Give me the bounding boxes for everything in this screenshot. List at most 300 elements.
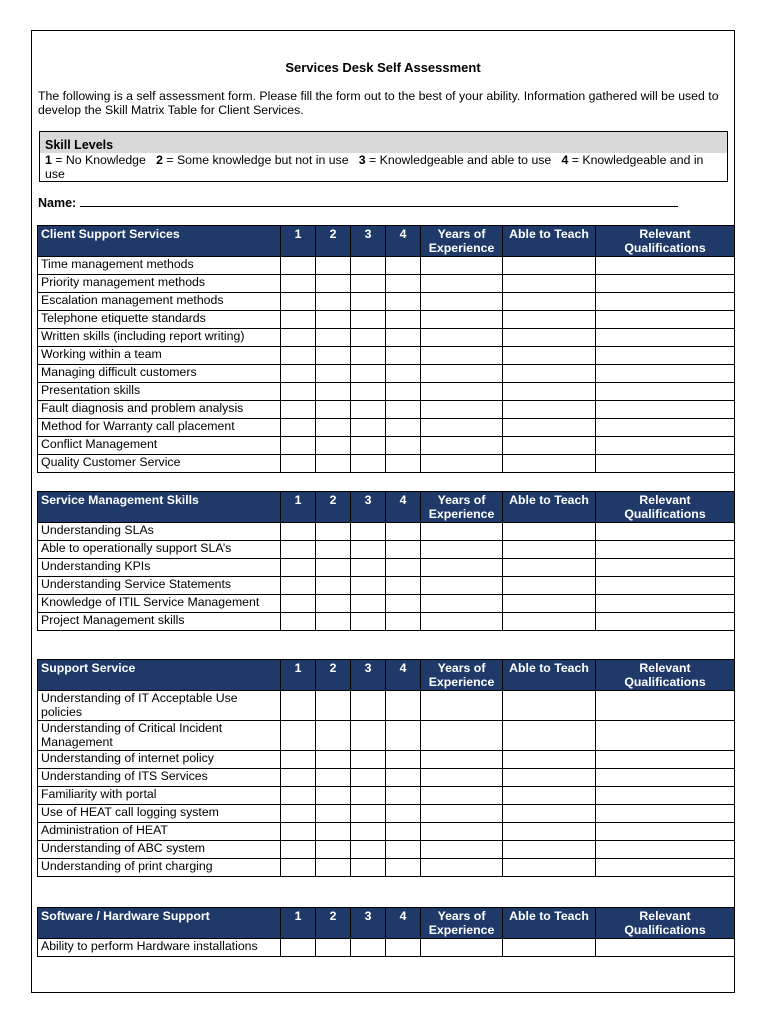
page-title: Services Desk Self Assessment bbox=[285, 60, 481, 75]
qualifications-cell[interactable] bbox=[596, 311, 735, 329]
section-heading: Service Management Skills bbox=[38, 492, 281, 523]
table-row bbox=[38, 787, 735, 805]
qualifications-cell[interactable] bbox=[596, 769, 735, 787]
years-experience-cell[interactable] bbox=[421, 401, 503, 419]
level-1-cell[interactable] bbox=[281, 805, 316, 823]
qualifications-cell[interactable] bbox=[596, 541, 735, 559]
table-row bbox=[38, 577, 735, 595]
skill-label: Managing difficult customers bbox=[38, 365, 281, 383]
able-to-teach-cell[interactable] bbox=[503, 823, 596, 841]
table-row bbox=[38, 751, 735, 769]
level-2-cell[interactable] bbox=[316, 257, 351, 275]
level-3-cell[interactable] bbox=[351, 365, 386, 383]
years-experience-cell[interactable] bbox=[421, 595, 503, 613]
level-3-cell[interactable] bbox=[351, 691, 386, 721]
level-1-cell[interactable] bbox=[281, 293, 316, 311]
level-4-cell[interactable] bbox=[386, 613, 421, 631]
years-experience-cell[interactable] bbox=[421, 823, 503, 841]
level-2-cell[interactable] bbox=[316, 275, 351, 293]
level-2-cell[interactable] bbox=[316, 805, 351, 823]
skill-label: Familiarity with portal bbox=[38, 787, 281, 805]
able-to-teach-cell[interactable] bbox=[503, 939, 596, 957]
able-to-teach-cell[interactable] bbox=[503, 523, 596, 541]
support-service-table bbox=[37, 659, 735, 877]
table-row bbox=[38, 257, 735, 275]
years-experience-cell[interactable] bbox=[421, 329, 503, 347]
able-to-teach-cell[interactable] bbox=[503, 383, 596, 401]
level-3-cell[interactable] bbox=[351, 859, 386, 877]
qualifications-cell[interactable] bbox=[596, 841, 735, 859]
level-4-text: = Knowledgeable and in use bbox=[45, 153, 704, 181]
level-1-cell[interactable] bbox=[281, 455, 316, 473]
years-experience-cell[interactable] bbox=[421, 805, 503, 823]
level-1-cell[interactable] bbox=[281, 347, 316, 365]
able-to-teach-cell[interactable] bbox=[503, 257, 596, 275]
level-3-cell[interactable] bbox=[351, 311, 386, 329]
table-row bbox=[38, 939, 735, 957]
level-2-cell[interactable] bbox=[316, 859, 351, 877]
level-3-cell[interactable] bbox=[351, 329, 386, 347]
table-row bbox=[38, 805, 735, 823]
level-4-cell[interactable] bbox=[386, 311, 421, 329]
level-3-text: = Knowledgeable and able to use bbox=[365, 153, 562, 167]
level-4-cell[interactable] bbox=[386, 751, 421, 769]
able-to-teach-cell[interactable] bbox=[503, 559, 596, 577]
years-experience-cell[interactable] bbox=[421, 577, 503, 595]
skill-label: Telephone etiquette standards bbox=[38, 311, 281, 329]
level-3-cell[interactable] bbox=[351, 523, 386, 541]
col-able-to-teach: Able to Teach bbox=[503, 492, 596, 523]
col-years-experience: Years of Experience bbox=[421, 908, 503, 939]
qualifications-cell[interactable] bbox=[596, 823, 735, 841]
years-experience-cell[interactable] bbox=[421, 721, 503, 751]
skill-label: Working within a team bbox=[38, 347, 281, 365]
level-4-cell[interactable] bbox=[386, 523, 421, 541]
col-relevant-qualifications: Relevant Qualifications bbox=[596, 492, 735, 523]
name-row bbox=[38, 196, 678, 210]
col-years-experience: Years of Experience bbox=[421, 226, 503, 257]
able-to-teach-cell[interactable] bbox=[503, 455, 596, 473]
table-row bbox=[38, 275, 735, 293]
years-experience-cell[interactable] bbox=[421, 613, 503, 631]
qualifications-cell[interactable] bbox=[596, 751, 735, 769]
level-1-cell[interactable] bbox=[281, 769, 316, 787]
level-2-cell[interactable] bbox=[316, 523, 351, 541]
level-4-cell[interactable] bbox=[386, 787, 421, 805]
level-1-cell[interactable] bbox=[281, 939, 316, 957]
level-1-cell[interactable] bbox=[281, 257, 316, 275]
level-2-cell[interactable] bbox=[316, 595, 351, 613]
col-relevant-qualifications: Relevant Qualifications bbox=[596, 226, 735, 257]
level-1-cell[interactable] bbox=[281, 541, 316, 559]
section-heading: Software / Hardware Support bbox=[38, 908, 281, 939]
able-to-teach-cell[interactable] bbox=[503, 293, 596, 311]
level-3-cell[interactable] bbox=[351, 751, 386, 769]
level-2-cell[interactable] bbox=[316, 613, 351, 631]
years-experience-cell[interactable] bbox=[421, 787, 503, 805]
table-row bbox=[38, 691, 735, 721]
qualifications-cell[interactable] bbox=[596, 257, 735, 275]
level-1-cell[interactable] bbox=[281, 311, 316, 329]
col-years-experience: Years of Experience bbox=[421, 660, 503, 691]
able-to-teach-cell[interactable] bbox=[503, 751, 596, 769]
level-2-text: = Some knowledge but not in use bbox=[162, 153, 359, 167]
level-4-cell[interactable] bbox=[386, 577, 421, 595]
level-2-cell[interactable] bbox=[316, 751, 351, 769]
level-1-cell[interactable] bbox=[281, 437, 316, 455]
skill-label: Understanding Service Statements bbox=[38, 577, 281, 595]
years-experience-cell[interactable] bbox=[421, 437, 503, 455]
level-3-cell[interactable] bbox=[351, 257, 386, 275]
level-3-cell[interactable] bbox=[351, 437, 386, 455]
able-to-teach-cell[interactable] bbox=[503, 275, 596, 293]
level-2-cell[interactable] bbox=[316, 401, 351, 419]
able-to-teach-cell[interactable] bbox=[503, 613, 596, 631]
level-4-cell[interactable] bbox=[386, 419, 421, 437]
col-level-3: 3 bbox=[351, 226, 386, 257]
level-4-cell[interactable] bbox=[386, 275, 421, 293]
service-management-table bbox=[37, 491, 735, 631]
level-1-cell[interactable] bbox=[281, 691, 316, 721]
level-2-cell[interactable] bbox=[316, 419, 351, 437]
skill-label: Conflict Management bbox=[38, 437, 281, 455]
level-3-cell[interactable] bbox=[351, 805, 386, 823]
col-level-4: 4 bbox=[386, 226, 421, 257]
level-1-text: = No Knowledge bbox=[51, 153, 157, 167]
skill-label: Project Management skills bbox=[38, 613, 281, 631]
qualifications-cell[interactable] bbox=[596, 595, 735, 613]
level-1-cell[interactable] bbox=[281, 823, 316, 841]
years-experience-cell[interactable] bbox=[421, 859, 503, 877]
table-header-row bbox=[38, 908, 735, 939]
section-heading: Client Support Services bbox=[38, 226, 281, 257]
level-4-cell[interactable] bbox=[386, 365, 421, 383]
years-experience-cell[interactable] bbox=[421, 455, 503, 473]
skill-label: Fault diagnosis and problem analysis bbox=[38, 401, 281, 419]
level-3-cell[interactable] bbox=[351, 769, 386, 787]
level-3-cell[interactable] bbox=[351, 347, 386, 365]
level-4-cell[interactable] bbox=[386, 721, 421, 751]
able-to-teach-cell[interactable] bbox=[503, 311, 596, 329]
skill-label: Ability to perform Hardware installations bbox=[38, 939, 281, 957]
skill-label: Understanding of print charging bbox=[38, 859, 281, 877]
skill-label: Presentation skills bbox=[38, 383, 281, 401]
skill-label: Method for Warranty call placement bbox=[38, 419, 281, 437]
years-experience-cell[interactable] bbox=[421, 311, 503, 329]
years-experience-cell[interactable] bbox=[421, 383, 503, 401]
level-3-cell[interactable] bbox=[351, 293, 386, 311]
level-3-cell[interactable] bbox=[351, 275, 386, 293]
level-2-cell[interactable] bbox=[316, 365, 351, 383]
years-experience-cell[interactable] bbox=[421, 841, 503, 859]
qualifications-cell[interactable] bbox=[596, 523, 735, 541]
level-4-cell[interactable] bbox=[386, 939, 421, 957]
level-3-cell[interactable] bbox=[351, 559, 386, 577]
table-row bbox=[38, 721, 735, 751]
table-row bbox=[38, 859, 735, 877]
years-experience-cell[interactable] bbox=[421, 769, 503, 787]
level-1-cell[interactable] bbox=[281, 523, 316, 541]
skill-label: Understanding of ITS Services bbox=[38, 769, 281, 787]
level-4-cell[interactable] bbox=[386, 691, 421, 721]
skill-levels-legend bbox=[40, 153, 727, 181]
level-1-cell[interactable] bbox=[281, 401, 316, 419]
level-4-cell[interactable] bbox=[386, 437, 421, 455]
level-3-cell[interactable] bbox=[351, 823, 386, 841]
skill-levels-box bbox=[39, 131, 728, 182]
table-row bbox=[38, 769, 735, 787]
col-level-2: 2 bbox=[316, 908, 351, 939]
table-header-row bbox=[38, 226, 735, 257]
name-input[interactable] bbox=[80, 196, 678, 207]
level-2-cell[interactable] bbox=[316, 559, 351, 577]
skill-label: Escalation management methods bbox=[38, 293, 281, 311]
level-3-cell[interactable] bbox=[351, 613, 386, 631]
level-3-num: 3 bbox=[358, 153, 366, 167]
level-1-cell[interactable] bbox=[281, 559, 316, 577]
qualifications-cell[interactable] bbox=[596, 293, 735, 311]
col-level-2: 2 bbox=[316, 492, 351, 523]
col-level-3: 3 bbox=[351, 908, 386, 939]
col-level-2: 2 bbox=[316, 226, 351, 257]
col-level-1: 1 bbox=[281, 908, 316, 939]
years-experience-cell[interactable] bbox=[421, 347, 503, 365]
level-2-cell[interactable] bbox=[316, 437, 351, 455]
able-to-teach-cell[interactable] bbox=[503, 365, 596, 383]
qualifications-cell[interactable] bbox=[596, 347, 735, 365]
level-1-cell[interactable] bbox=[281, 751, 316, 769]
able-to-teach-cell[interactable] bbox=[503, 769, 596, 787]
level-4-num: 4 bbox=[561, 153, 569, 167]
level-2-cell[interactable] bbox=[316, 455, 351, 473]
table-row bbox=[38, 419, 735, 437]
level-3-cell[interactable] bbox=[351, 455, 386, 473]
skill-label: Understanding KPIs bbox=[38, 559, 281, 577]
years-experience-cell[interactable] bbox=[421, 275, 503, 293]
table-row bbox=[38, 823, 735, 841]
qualifications-cell[interactable] bbox=[596, 613, 735, 631]
col-able-to-teach: Able to Teach bbox=[503, 226, 596, 257]
level-2-cell[interactable] bbox=[316, 769, 351, 787]
level-1-cell[interactable] bbox=[281, 275, 316, 293]
qualifications-cell[interactable] bbox=[596, 437, 735, 455]
level-3-cell[interactable] bbox=[351, 383, 386, 401]
level-2-cell[interactable] bbox=[316, 577, 351, 595]
skill-label: Understanding of IT Acceptable Use policies bbox=[38, 691, 281, 721]
level-1-cell[interactable] bbox=[281, 859, 316, 877]
skill-label: Time management methods bbox=[38, 257, 281, 275]
col-able-to-teach: Able to Teach bbox=[503, 908, 596, 939]
table-header-row bbox=[38, 492, 735, 523]
level-2-cell[interactable] bbox=[316, 691, 351, 721]
able-to-teach-cell[interactable] bbox=[503, 595, 596, 613]
table-header-row bbox=[38, 660, 735, 691]
years-experience-cell[interactable] bbox=[421, 559, 503, 577]
qualifications-cell[interactable] bbox=[596, 401, 735, 419]
skill-label: Understanding SLAs bbox=[38, 523, 281, 541]
intro-text: The following is a self assessment form. Please fill the form out to the best of your ability. Information gathered will be used to develop the Skill Matrix Table for Client Services. bbox=[38, 89, 719, 117]
level-2-cell[interactable] bbox=[316, 347, 351, 365]
level-4-cell[interactable] bbox=[386, 257, 421, 275]
level-1-cell[interactable] bbox=[281, 383, 316, 401]
qualifications-cell[interactable] bbox=[596, 805, 735, 823]
col-able-to-teach: Able to Teach bbox=[503, 660, 596, 691]
skill-label: Use of HEAT call logging system bbox=[38, 805, 281, 823]
table-row bbox=[38, 455, 735, 473]
qualifications-cell[interactable] bbox=[596, 383, 735, 401]
able-to-teach-cell[interactable] bbox=[503, 805, 596, 823]
able-to-teach-cell[interactable] bbox=[503, 577, 596, 595]
able-to-teach-cell[interactable] bbox=[503, 859, 596, 877]
qualifications-cell[interactable] bbox=[596, 721, 735, 751]
table-row bbox=[38, 559, 735, 577]
level-4-cell[interactable] bbox=[386, 559, 421, 577]
col-level-3: 3 bbox=[351, 660, 386, 691]
col-level-1: 1 bbox=[281, 492, 316, 523]
table-row bbox=[38, 613, 735, 631]
skill-label: Knowledge of ITIL Service Management bbox=[38, 595, 281, 613]
skill-label: Priority management methods bbox=[38, 275, 281, 293]
section-heading: Support Service bbox=[38, 660, 281, 691]
table-row bbox=[38, 383, 735, 401]
skill-label: Written skills (including report writing) bbox=[38, 329, 281, 347]
years-experience-cell[interactable] bbox=[421, 293, 503, 311]
level-1-cell[interactable] bbox=[281, 613, 316, 631]
level-1-cell[interactable] bbox=[281, 329, 316, 347]
col-relevant-qualifications: Relevant Qualifications bbox=[596, 908, 735, 939]
col-level-1: 1 bbox=[281, 226, 316, 257]
years-experience-cell[interactable] bbox=[421, 691, 503, 721]
col-relevant-qualifications: Relevant Qualifications bbox=[596, 660, 735, 691]
skill-label: Quality Customer Service bbox=[38, 455, 281, 473]
qualifications-cell[interactable] bbox=[596, 365, 735, 383]
level-3-cell[interactable] bbox=[351, 401, 386, 419]
qualifications-cell[interactable] bbox=[596, 691, 735, 721]
able-to-teach-cell[interactable] bbox=[503, 419, 596, 437]
level-4-cell[interactable] bbox=[386, 329, 421, 347]
level-4-cell[interactable] bbox=[386, 293, 421, 311]
able-to-teach-cell[interactable] bbox=[503, 721, 596, 751]
level-4-cell[interactable] bbox=[386, 401, 421, 419]
able-to-teach-cell[interactable] bbox=[503, 347, 596, 365]
level-2-cell[interactable] bbox=[316, 823, 351, 841]
level-2-cell[interactable] bbox=[316, 939, 351, 957]
level-3-cell[interactable] bbox=[351, 595, 386, 613]
qualifications-cell[interactable] bbox=[596, 859, 735, 877]
level-3-cell[interactable] bbox=[351, 577, 386, 595]
table-row bbox=[38, 365, 735, 383]
client-support-table bbox=[37, 225, 735, 473]
level-3-cell[interactable] bbox=[351, 419, 386, 437]
level-4-cell[interactable] bbox=[386, 541, 421, 559]
level-1-cell[interactable] bbox=[281, 577, 316, 595]
level-2-cell[interactable] bbox=[316, 721, 351, 751]
qualifications-cell[interactable] bbox=[596, 329, 735, 347]
level-4-cell[interactable] bbox=[386, 595, 421, 613]
able-to-teach-cell[interactable] bbox=[503, 787, 596, 805]
col-level-4: 4 bbox=[386, 660, 421, 691]
level-3-cell[interactable] bbox=[351, 721, 386, 751]
level-2-num: 2 bbox=[156, 153, 163, 167]
able-to-teach-cell[interactable] bbox=[503, 541, 596, 559]
level-2-cell[interactable] bbox=[316, 787, 351, 805]
col-years-experience: Years of Experience bbox=[421, 492, 503, 523]
able-to-teach-cell[interactable] bbox=[503, 329, 596, 347]
level-3-cell[interactable] bbox=[351, 541, 386, 559]
able-to-teach-cell[interactable] bbox=[503, 401, 596, 419]
table-row bbox=[38, 841, 735, 859]
able-to-teach-cell[interactable] bbox=[503, 437, 596, 455]
level-2-cell[interactable] bbox=[316, 293, 351, 311]
years-experience-cell[interactable] bbox=[421, 751, 503, 769]
qualifications-cell[interactable] bbox=[596, 577, 735, 595]
level-1-cell[interactable] bbox=[281, 365, 316, 383]
level-4-cell[interactable] bbox=[386, 823, 421, 841]
level-2-cell[interactable] bbox=[316, 841, 351, 859]
level-4-cell[interactable] bbox=[386, 805, 421, 823]
skill-label: Able to operationally support SLA’s bbox=[38, 541, 281, 559]
level-3-cell[interactable] bbox=[351, 841, 386, 859]
level-2-cell[interactable] bbox=[316, 311, 351, 329]
level-2-cell[interactable] bbox=[316, 329, 351, 347]
qualifications-cell[interactable] bbox=[596, 275, 735, 293]
level-4-cell[interactable] bbox=[386, 841, 421, 859]
qualifications-cell[interactable] bbox=[596, 559, 735, 577]
level-3-cell[interactable] bbox=[351, 787, 386, 805]
level-1-cell[interactable] bbox=[281, 841, 316, 859]
level-4-cell[interactable] bbox=[386, 769, 421, 787]
qualifications-cell[interactable] bbox=[596, 455, 735, 473]
level-2-cell[interactable] bbox=[316, 383, 351, 401]
level-4-cell[interactable] bbox=[386, 859, 421, 877]
skill-label: Understanding of internet policy bbox=[38, 751, 281, 769]
col-level-2: 2 bbox=[316, 660, 351, 691]
skill-label: Understanding of Critical Incident Management bbox=[38, 721, 281, 751]
years-experience-cell[interactable] bbox=[421, 365, 503, 383]
table-row bbox=[38, 311, 735, 329]
col-level-4: 4 bbox=[386, 908, 421, 939]
years-experience-cell[interactable] bbox=[421, 419, 503, 437]
level-4-cell[interactable] bbox=[386, 455, 421, 473]
skill-levels-heading: Skill Levels bbox=[40, 132, 727, 153]
years-experience-cell[interactable] bbox=[421, 257, 503, 275]
qualifications-cell[interactable] bbox=[596, 787, 735, 805]
level-1-cell[interactable] bbox=[281, 721, 316, 751]
col-level-4: 4 bbox=[386, 492, 421, 523]
years-experience-cell[interactable] bbox=[421, 939, 503, 957]
level-4-cell[interactable] bbox=[386, 383, 421, 401]
years-experience-cell[interactable] bbox=[421, 541, 503, 559]
level-2-cell[interactable] bbox=[316, 541, 351, 559]
table-row bbox=[38, 437, 735, 455]
table-row bbox=[38, 523, 735, 541]
name-label: Name: bbox=[38, 196, 77, 210]
level-4-cell[interactable] bbox=[386, 347, 421, 365]
able-to-teach-cell[interactable] bbox=[503, 691, 596, 721]
level-1-num: 1 bbox=[45, 153, 52, 167]
level-1-cell[interactable] bbox=[281, 419, 316, 437]
col-level-3: 3 bbox=[351, 492, 386, 523]
level-1-cell[interactable] bbox=[281, 595, 316, 613]
level-1-cell[interactable] bbox=[281, 787, 316, 805]
level-3-cell[interactable] bbox=[351, 939, 386, 957]
qualifications-cell[interactable] bbox=[596, 419, 735, 437]
table-row bbox=[38, 541, 735, 559]
skill-label: Administration of HEAT bbox=[38, 823, 281, 841]
qualifications-cell[interactable] bbox=[596, 939, 735, 957]
able-to-teach-cell[interactable] bbox=[503, 841, 596, 859]
years-experience-cell[interactable] bbox=[421, 523, 503, 541]
